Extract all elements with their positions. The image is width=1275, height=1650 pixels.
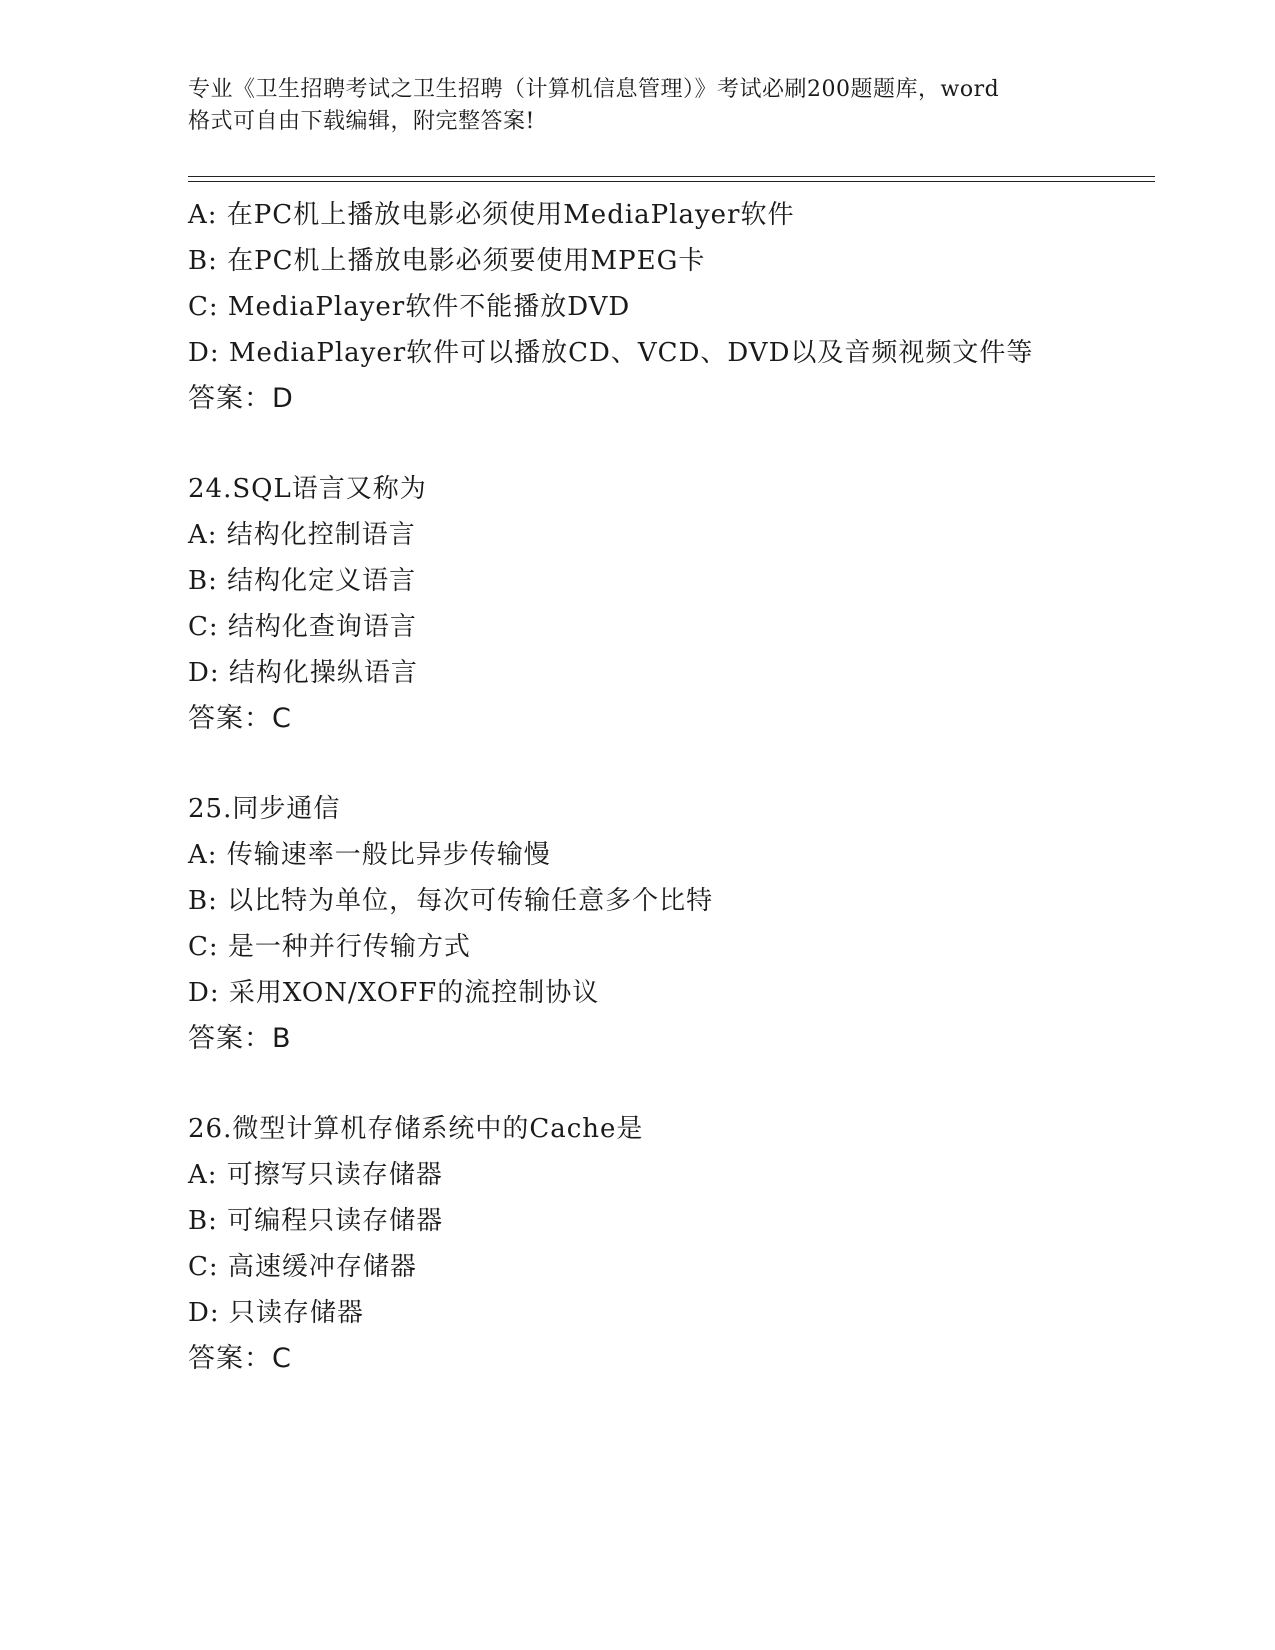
header-line-2: 格式可自由下载编辑，附完整答案! [188, 109, 535, 134]
option-b: B: 在PC机上播放电影必须要使用MPEG卡 [188, 246, 706, 276]
question-title: 26.微型计算机存储系统中的Cache是 [188, 1114, 644, 1144]
header-divider-top [188, 176, 1155, 177]
question-block-26 [188, 1106, 1148, 1382]
option-a: A: 结构化控制语言 [188, 520, 416, 550]
answer: 答案：C [188, 703, 292, 734]
header-line-1: 专业《卫生招聘考试之卫生招聘（计算机信息管理）》考试必刷200题题库，word [188, 77, 1000, 102]
question-block-25 [188, 786, 1148, 1062]
option-b: B: 以比特为单位，每次可传输任意多个比特 [188, 886, 714, 916]
option-c: C: 是一种并行传输方式 [188, 932, 471, 962]
question-title: 25.同步通信 [188, 794, 341, 824]
option-c: C: 结构化查询语言 [188, 612, 417, 642]
document-header [188, 74, 1088, 138]
header-divider-bottom [188, 181, 1155, 182]
option-b: B: 可编程只读存储器 [188, 1206, 444, 1236]
question-list [188, 192, 1148, 1382]
option-d: D: 采用XON/XOFF的流控制协议 [188, 978, 600, 1008]
option-b: B: 结构化定义语言 [188, 566, 417, 596]
option-a: A: 传输速率一般比异步传输慢 [188, 840, 551, 870]
answer: 答案：B [188, 1023, 292, 1054]
option-d: D: 只读存储器 [188, 1298, 364, 1328]
option-c: C: MediaPlayer软件不能播放DVD [188, 292, 631, 322]
option-a: A: 在PC机上播放电影必须使用MediaPlayer软件 [188, 200, 795, 230]
option-d: D: MediaPlayer软件可以播放CD、VCD、DVD以及音频视频文件等 [188, 338, 1034, 368]
option-d: D: 结构化操纵语言 [188, 658, 418, 688]
answer: 答案：C [188, 1343, 292, 1374]
question-block-24 [188, 466, 1148, 742]
question-block-23 [188, 192, 1148, 422]
answer: 答案：D [188, 383, 294, 414]
option-c: C: 高速缓冲存储器 [188, 1252, 417, 1282]
option-a: A: 可擦写只读存储器 [188, 1160, 443, 1190]
question-title: 24.SQL语言又称为 [188, 474, 427, 504]
